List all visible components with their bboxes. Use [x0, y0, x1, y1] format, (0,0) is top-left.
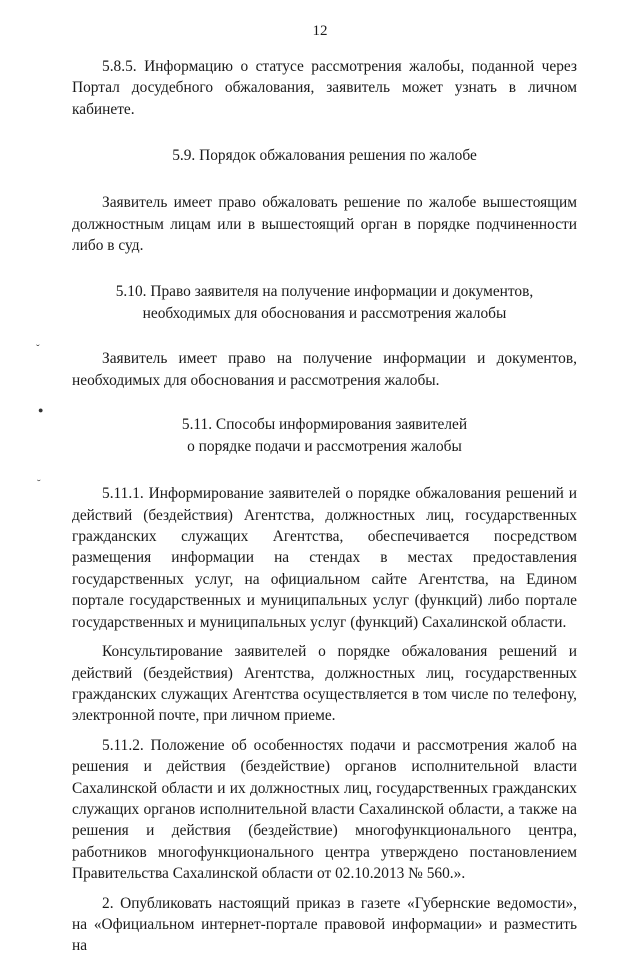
paragraph-2: 2. Опубликовать настоящий приказ в газете «Губернские ведомости», на «Официальном интернет-портале правовой информации» и разместить на [72, 894, 577, 955]
page-number: 12 [312, 23, 328, 39]
paragraph-5-11-1-consulting: Консультирование заявителей о порядке обжалования решений и действий (бездействия) Агентства, должностных лиц, государственных гражданских служащих Агентства осуществляется в том числе по телефону, электронной почте, при личном приеме. [72, 643, 577, 725]
paragraph-5-11-1: 5.11.1. Информирование заявителей о порядке обжалования решений и действий (бездействия) Агентства, должностных лиц, государственных гражданских служащих Агентства, обеспечивается посредством размещения информации на стендах в местах предоставления государственных услуг, на официальном сайте Агентства, на Едином портале государственных и муниципальных услуг (функций) либо портале государственных и муниципальных услуг (функций) Сахалинской области. [72, 485, 577, 631]
heading-5-11-line-1: 5.11. Способы информирования заявителей [181, 416, 468, 434]
margin-mark: ˇ [36, 343, 40, 355]
margin-mark: ˘ [37, 478, 41, 490]
heading-5-9: 5.9. Порядок обжалования решения по жалобе [172, 147, 477, 165]
heading-5-11-line-2: о порядке подачи и рассмотрения жалобы [187, 438, 462, 456]
paragraph-5-8-5: 5.8.5. Информацию о статусе рассмотрения жалобы, поданной через Портал досудебного обжалования, заявитель может узнать в личном кабинете. [72, 58, 577, 118]
heading-5-10-line-1: 5.10. Право заявителя на получение информации и документов, [115, 283, 534, 301]
paragraph-5-11-2: 5.11.2. Положение об особенностях подачи и рассмотрения жалоб на решения и действия (бездействие) органов исполнительной власти Сахалинской области и их должностных лиц, государственных гражданских служащих органов исполнительной власти Сахалинской области, а также на решения и действия (бездействие) многофункционального центра, работников многофункционального центра утверждено постановлением Правительства Сахалинской области от 02.10.2013 № 560.». [72, 736, 577, 883]
document-body [72, 56, 577, 957]
paragraph-5-10: Заявитель имеет право на получение информации и документов, необходимых для обоснования и рассмотрения жалобы. [72, 350, 577, 389]
heading-5-10-line-2: необходимых для обоснования и рассмотрения жалобы [142, 305, 507, 323]
paragraph-5-9: Заявитель имеет право обжаловать решение по жалобе вышестоящим должностным лицам или в вышестоящий орган в порядке подчиненности либо в суд. [72, 194, 577, 255]
margin-dot: ● [38, 405, 44, 415]
